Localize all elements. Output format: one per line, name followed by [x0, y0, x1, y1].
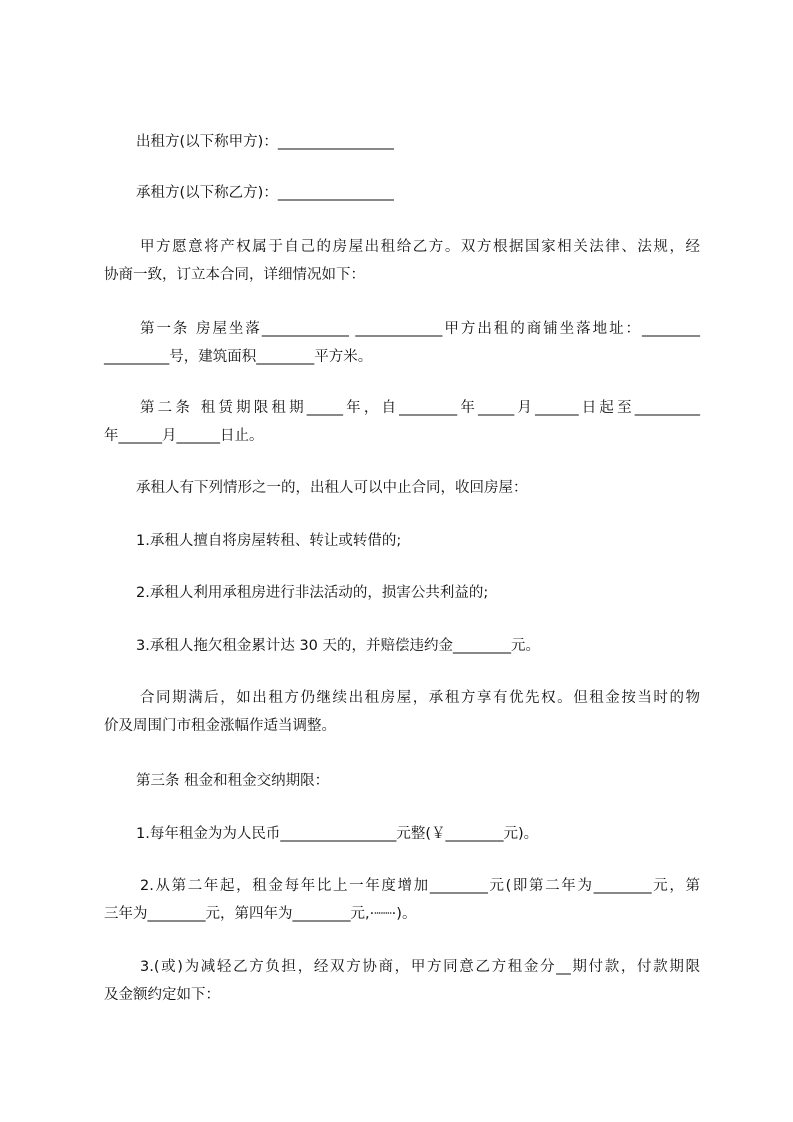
- article2-line-1: 第二条 租赁期限租期_____年，自________年_____月______日起至_________: [140, 400, 700, 416]
- article2-line-2: 年______月______日止。: [104, 428, 264, 444]
- rent-item-1: 1.每年租金为为人民币________________元整(￥________元)。: [136, 826, 539, 842]
- lessee-line: 承租方(以下称乙方)：________________: [136, 185, 394, 201]
- intro-line-1: 甲方愿意将产权属于自己的房屋出租给乙方。双方根据国家相关法律、法规，经: [140, 239, 700, 255]
- renewal-line-1: 合同期满后，如出租方仍继续出租房屋，承租方享有优先权。但租金按当时的物: [140, 690, 700, 706]
- article3-heading: 第三条 租金和租金交纳期限：: [136, 773, 330, 789]
- rent-item-3-line-1: 3.(或)为减轻乙方负担，经双方协商，甲方同意乙方租金分__期付款，付款期限: [140, 959, 700, 975]
- rent-item-2-line-2: 三年为________元，第四年为________元,·┈┈·)。: [104, 906, 417, 922]
- article1-line-2: _________号，建筑面积________平方米。: [104, 349, 373, 365]
- rent-item-3-line-2: 及金额约定如下：: [104, 987, 220, 1003]
- termination-item-2: 2.承租人利用承租房进行非法活动的，损害公共利益的;: [136, 585, 489, 601]
- renewal-line-2: 价及周围门市租金涨幅作适当调整。: [104, 718, 336, 734]
- termination-intro: 承租人有下列情形之一的，出租人可以中止合同，收回房屋：: [136, 480, 528, 496]
- article1-line-1: 第一条 房屋坐落____________ ____________甲方出租的商铺坐落地址：________: [140, 321, 700, 337]
- rent-item-2-line-1: 2.从第二年起，租金每年比上一年度增加________元(即第二年为________元，第: [140, 878, 700, 894]
- lessor-line: 出租方(以下称甲方)：________________: [136, 134, 394, 150]
- termination-item-3: 3.承租人拖欠租金累计达 30 天的，并赔偿违约金________元。: [136, 638, 541, 654]
- termination-item-1: 1.承租人擅自将房屋转租、转让或转借的;: [136, 533, 402, 549]
- intro-line-2: 协商一致，订立本合同，详细情况如下：: [104, 267, 365, 283]
